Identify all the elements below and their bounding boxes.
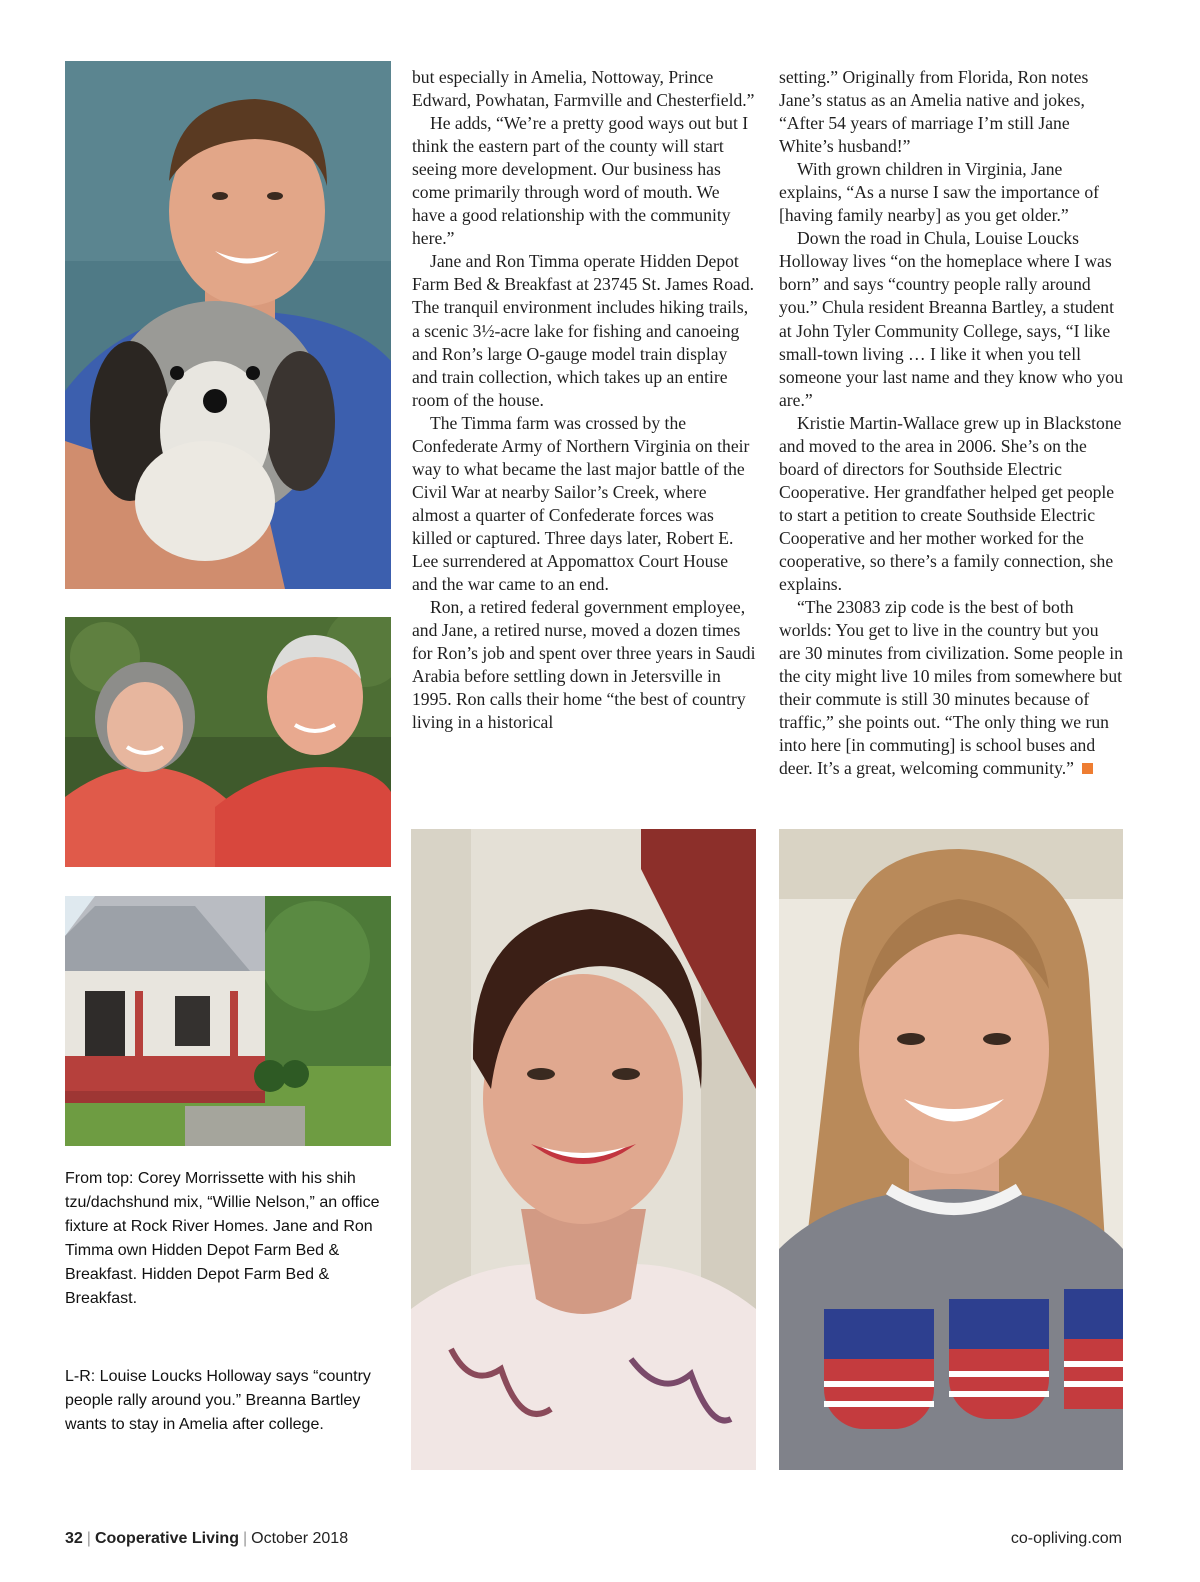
photo-corey-with-dog [65, 61, 391, 589]
issue-date: October 2018 [251, 1530, 349, 1547]
paragraph: setting.” Originally from Florida, Ron notes Jane’s status as an Amelia native and jokes, “After 54 years of marriage I’m still Jane White’s husband!” [779, 67, 1089, 157]
paragraph: Jane and Ron Timma operate Hidden Depot Farm Bed & Breakfast at 23745 St. James Road. The tranquil environment includes hiking trails, a scenic 3½-acre lake for fishing and canoeing and Ron’s large O-gauge model train display and train collection, which takes up an entire room of the house. [412, 251, 755, 410]
photo-caption-bottom [65, 1365, 395, 1437]
magazine-name: Cooperative Living [94, 1530, 239, 1547]
paragraph: He adds, “We’re a pretty good ways out but I think the eastern part of the county will start seeing more development. Our business has come primarily through word of mouth. We have a good relationship with the community here.” [412, 113, 749, 249]
article-column-right [779, 66, 1124, 780]
photo-caption-top [65, 1167, 395, 1311]
caption-text: From top: Corey Morrissette with his shih tzu/dachshund mix, “Willie Nelson,” an office fixture at Rock River Homes. Jane and Ron Timma own Hidden Depot Farm Bed & Breakfast. Hidden Depot Farm Bed & Breakfast. [65, 1170, 380, 1307]
usa-text: USA [972, 1459, 976, 1460]
photo-louise-loucks-holloway [411, 829, 756, 1470]
paragraph: Down the road in Chula, Louise Loucks Holloway lives “on the homeplace where I was born” and says “country people rally around you.” Chula resident Breanna Bartley, a student at John Tyler Community College, says, “I like small-town living … I like it when you tell someone your last name and they know who you are.” [779, 228, 1123, 410]
paragraph: The Timma farm was crossed by the Confederate Army of Northern Virginia on their way to what became the last major battle of the Civil War at nearby Sailor’s Creek, where almost a quarter of Confederate forces was killed or captured. Three days later, Robert E. Lee surrendered at Appomattox Court House and the war came to an end. [412, 412, 750, 595]
website-link[interactable]: co-opliving.com [1010, 1530, 1122, 1547]
photo-jane-and-ron-timma [65, 617, 391, 867]
photo-hidden-depot-farm [65, 896, 391, 1146]
paragraph: but especially in Amelia, Nottoway, Prince Edward, Powhatan, Farmville and Chesterfield.” [412, 67, 755, 111]
footer-left [65, 1530, 348, 1548]
paragraph [779, 596, 1124, 780]
end-of-article-mark [1082, 763, 1093, 774]
photo-breanna-bartley [779, 829, 1123, 1470]
footer-website[interactable] [1011, 1530, 1122, 1548]
article-column-middle [412, 66, 757, 734]
separator: | [86, 1530, 91, 1547]
paragraph: With grown children in Virginia, Jane explains, “As a nurse I saw the importance of [having family nearby] as you get older.” [779, 159, 1100, 226]
page-number: 32 [65, 1530, 83, 1547]
separator: | [242, 1530, 248, 1547]
paragraph-text: “The 23083 zip code is the best of both worlds: You get to live in the country but you are 30 minutes from civilization. Some people in the city might live 10 miles from somewhere but their commute is still 30 minutes because of traffic,” she points out. “The only thing we run into here [in commuting] is school buses and deer. It’s a great, welcoming community.” [779, 597, 1123, 779]
paragraph: Ron, a retired federal government employee, and Jane, a retired nurse, moved a dozen times for Ron’s job and spent over three years in Saudi Arabia before settling down in Jetersville in 1995. Ron calls their home “the best of country living in a historical [412, 597, 756, 733]
paragraph: Kristie Martin-Wallace grew up in Blackstone and moved to the area in 2006. She’s on the board of directors for Southside Electric Cooperative. Her grandfather helped get people to start a petition to create Southside Electric Cooperative and her mother worked for the cooperative, so there’s a family connection, she explains. [779, 412, 1122, 595]
caption-text: L-R: Louise Loucks Holloway says “country people rally around you.” Breanna Bartley wants to stay in Amelia after college. [65, 1368, 371, 1433]
